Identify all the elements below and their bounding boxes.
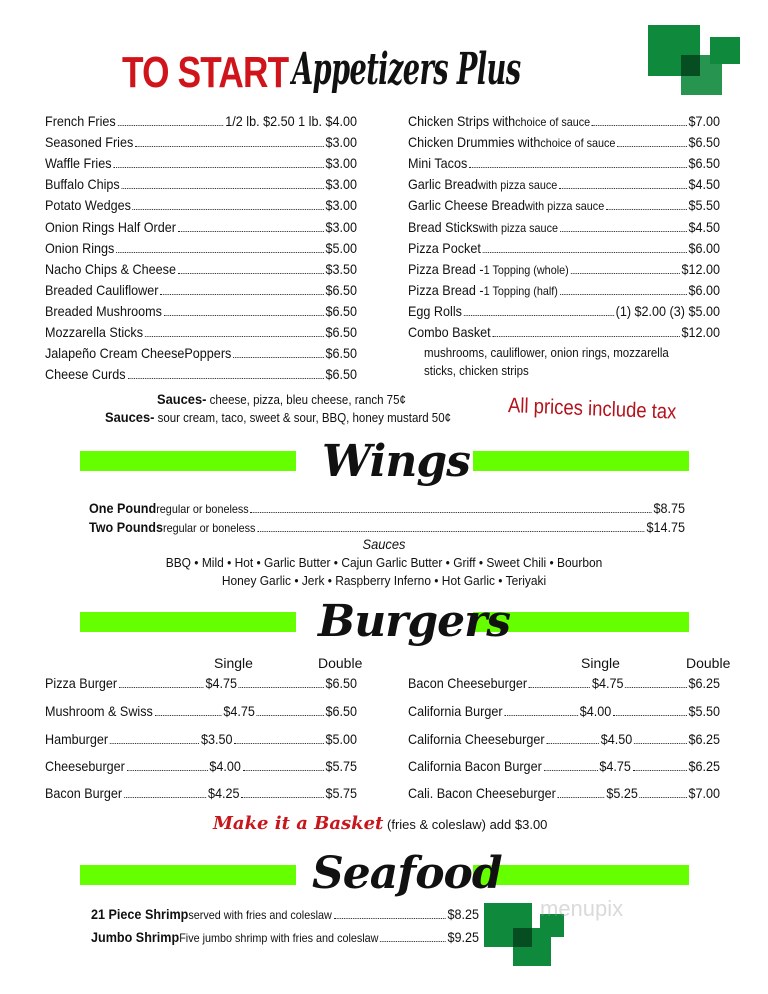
item-price: $4.50 — [688, 176, 720, 193]
dot-leader — [492, 322, 679, 337]
item-name: Pizza Burger — [45, 675, 118, 691]
item-note: choice of sauce — [515, 115, 591, 129]
menu-item — [45, 132, 357, 152]
divider-bar — [473, 451, 689, 471]
dot-leader — [606, 195, 687, 210]
item-name: Waffle Fries — [45, 155, 112, 172]
dot-leader — [135, 132, 324, 147]
dot-leader — [118, 111, 224, 126]
item-name: Egg Rolls — [408, 302, 462, 319]
burger-item — [45, 729, 357, 749]
single-header: Single — [581, 655, 620, 671]
item-name: One Pound — [89, 500, 157, 516]
item-price: $6.50 — [688, 155, 720, 172]
dot-leader — [178, 217, 324, 232]
dot-leader — [243, 756, 324, 771]
combo-note-2: sticks, chicken strips — [424, 364, 529, 378]
dot-leader — [127, 364, 323, 379]
dot-leader — [334, 904, 446, 919]
dot-leader — [122, 174, 324, 189]
menu-item — [408, 132, 720, 152]
burger-item — [408, 729, 720, 749]
menu-item — [408, 174, 720, 194]
item-price: $6.50 — [325, 345, 357, 362]
double-price: $6.50 — [325, 703, 357, 719]
item-name: Cheese Curds — [45, 366, 126, 383]
menu-item — [45, 111, 357, 131]
single-header: Single — [214, 655, 253, 671]
dot-leader — [133, 195, 324, 210]
dot-leader — [160, 280, 323, 295]
double-price: $6.25 — [688, 758, 721, 774]
item-name: Mushroom & Swiss — [45, 703, 153, 719]
item-name: Hamburger — [45, 731, 109, 747]
item-price: $12.00 — [681, 324, 720, 340]
sauces-label: Sauces- — [157, 391, 207, 407]
item-name: Chicken Drummies with — [408, 134, 541, 151]
single-price: $4.75 — [205, 675, 238, 691]
menu-item — [45, 322, 357, 342]
item-price: $3.00 — [325, 197, 357, 214]
dot-leader — [178, 259, 324, 274]
dot-leader — [544, 756, 598, 771]
item-price: $6.50 — [325, 324, 357, 340]
item-price: $6.00 — [688, 239, 720, 256]
combo-note-1: mushrooms, cauliflower, onion rings, mozzarella — [424, 346, 669, 360]
single-price: $4.75 — [223, 703, 255, 719]
wings-sauces-line: BBQ • Mild • Hot • Garlic Butter • Cajun Garlic Butter • Griff • Sweet Chili • Bourbon — [165, 555, 603, 570]
dot-leader — [257, 701, 324, 716]
item-name: Buffalo Chips — [45, 176, 120, 193]
dot-leader — [546, 729, 599, 744]
item-name: Pizza Bread - — [408, 281, 484, 298]
burger-item — [408, 701, 720, 721]
divider-bar — [80, 451, 296, 471]
item-name: Jalapeño Cream CheesePoppers — [45, 345, 232, 362]
dot-leader — [559, 174, 687, 189]
item-name: Onion Rings — [45, 239, 115, 256]
divider-bar — [80, 612, 296, 632]
wings-sauces-line: Honey Garlic • Jerk • Raspberry Inferno • Hot Garlic • Teriyaki — [221, 573, 547, 588]
item-name: Mini Tacos — [408, 155, 468, 172]
appetizers-title: Appetizers Plus — [292, 44, 521, 95]
basket-label: Make it a Basket — [213, 813, 384, 834]
sauces-text: sour cream, taco, sweet & sour, BBQ, honey mustard 50¢ — [154, 411, 452, 425]
burger-item — [45, 783, 357, 803]
divider-bar — [80, 865, 296, 885]
to-start-heading: TO START — [122, 48, 289, 97]
dot-leader — [127, 756, 208, 771]
dot-leader — [234, 729, 323, 744]
item-name: French Fries — [45, 113, 116, 129]
menu-item — [89, 498, 685, 518]
menu-item — [45, 364, 357, 384]
sauces-line-2 — [105, 409, 451, 425]
burger-item — [408, 756, 720, 776]
item-name: Pizza Bread - — [408, 260, 484, 277]
dot-leader — [613, 701, 687, 716]
item-name: Combo Basket — [408, 324, 491, 340]
menu-item — [45, 174, 357, 194]
item-price: $7.00 — [688, 113, 720, 129]
dot-leader — [560, 217, 687, 232]
item-price: 1/2 lb. $2.50 1 lb. $4.00 — [225, 113, 357, 129]
item-note: regular or boneless — [156, 502, 249, 516]
item-name: Jumbo Shrimp — [91, 929, 180, 945]
dot-leader — [571, 259, 680, 274]
item-price: $6.00 — [688, 281, 720, 298]
item-name: Nacho Chips & Cheese — [45, 260, 176, 277]
menu-item — [45, 238, 357, 258]
dot-leader — [145, 322, 324, 337]
menu-item — [408, 111, 720, 131]
burger-item — [45, 701, 357, 721]
single-price: $3.50 — [200, 731, 233, 747]
double-header: Double — [686, 655, 731, 671]
single-price: $4.50 — [600, 731, 633, 747]
menu-item — [45, 195, 357, 215]
menu-item — [408, 153, 720, 173]
dot-leader — [241, 783, 323, 798]
menu-item — [45, 217, 357, 237]
item-note: served with fries and coleslaw — [188, 908, 332, 922]
dot-leader — [250, 498, 651, 513]
dot-leader — [617, 132, 686, 147]
dot-leader — [625, 673, 686, 688]
double-price: $5.75 — [325, 758, 358, 774]
item-price: $5.50 — [688, 197, 720, 214]
item-name: Cali. Bacon Cheeseburger — [408, 785, 556, 801]
item-price: $8.25 — [447, 906, 479, 922]
item-name: Breaded Cauliflower — [45, 281, 159, 298]
dot-leader — [560, 280, 687, 295]
item-price: $4.50 — [688, 218, 720, 235]
wings-sauces-title: Sauces — [362, 536, 406, 552]
single-price: $4.00 — [209, 758, 241, 774]
dot-leader — [380, 927, 445, 942]
item-price: $6.50 — [688, 134, 720, 151]
sauces-line-1 — [157, 391, 406, 407]
item-name: Bacon Burger — [45, 785, 123, 801]
double-price: $7.00 — [688, 785, 720, 801]
item-price: $8.75 — [653, 500, 685, 516]
item-price: $3.00 — [325, 155, 357, 172]
item-note: 1 Topping (whole) — [483, 262, 569, 277]
item-name: Chicken Strips with — [408, 113, 516, 129]
dot-leader — [257, 517, 644, 532]
item-name: Mozzarella Sticks — [45, 324, 144, 340]
item-name: California Burger — [408, 703, 503, 719]
item-note: choice of sauce — [540, 136, 616, 151]
basket-text: (fries & coleslaw) add $3.00 — [383, 817, 548, 832]
dot-leader — [233, 343, 324, 358]
tax-note: All prices include tax — [507, 394, 677, 424]
double-header: Double — [318, 655, 363, 671]
burger-item — [408, 673, 720, 693]
dot-leader — [113, 153, 323, 168]
menu-item — [89, 517, 685, 537]
dot-leader — [464, 301, 614, 316]
burgers-title: Burgers — [318, 596, 511, 647]
menu-item — [45, 280, 357, 300]
double-price: $5.75 — [325, 785, 358, 801]
single-price: $4.75 — [591, 675, 624, 691]
item-price: $6.50 — [325, 302, 357, 319]
dot-leader — [592, 111, 687, 126]
single-price: $4.00 — [579, 703, 612, 719]
menu-item — [408, 217, 720, 237]
item-name: Pizza Pocket — [408, 239, 481, 256]
menu-item — [408, 280, 720, 300]
item-price: $3.00 — [325, 134, 357, 151]
sauces-label: Sauces- — [105, 409, 155, 425]
dot-leader — [239, 673, 324, 688]
item-note: 1 Topping (half) — [483, 283, 558, 298]
dot-leader — [633, 756, 687, 771]
dot-leader — [116, 238, 324, 253]
burger-item — [45, 673, 357, 693]
basket-note — [213, 813, 547, 834]
item-note: regular or boneless — [162, 521, 256, 535]
dot-leader — [640, 783, 687, 798]
dot-leader — [110, 729, 199, 744]
item-price: $6.50 — [325, 366, 357, 383]
dot-leader — [124, 783, 206, 798]
item-note: with pizza sauce — [478, 220, 558, 235]
dot-leader — [164, 301, 324, 316]
menu-item — [408, 322, 720, 342]
double-price: $6.25 — [688, 731, 721, 747]
item-price: $9.25 — [447, 929, 479, 945]
menu-item — [45, 301, 357, 321]
single-price: $4.25 — [207, 785, 240, 801]
menu-item — [408, 301, 720, 321]
double-price: $6.25 — [688, 675, 720, 691]
dot-leader — [504, 701, 578, 716]
item-name: Bread Sticks — [408, 218, 479, 235]
dot-leader — [469, 153, 687, 168]
item-note: with pizza sauce — [478, 178, 558, 193]
menu-item — [408, 259, 720, 279]
item-name: Bacon Cheeseburger — [408, 675, 528, 691]
item-name: California Bacon Burger — [408, 758, 542, 774]
item-price: $3.00 — [325, 176, 357, 193]
sauces-text: cheese, pizza, bleu cheese, ranch 75¢ — [206, 393, 406, 407]
item-price: $3.00 — [325, 218, 357, 235]
dot-leader — [119, 673, 204, 688]
item-name: Garlic Bread — [408, 176, 479, 193]
item-price: $12.00 — [681, 260, 720, 277]
item-name: Onion Rings Half Order — [45, 218, 176, 235]
dot-leader — [155, 701, 222, 716]
menu-item — [408, 195, 720, 215]
wings-title: Wings — [322, 436, 470, 487]
item-price: $5.00 — [325, 239, 357, 256]
watermark-text: menupix — [540, 896, 624, 921]
menu-item — [45, 153, 357, 173]
double-price: $6.50 — [325, 675, 357, 691]
item-price: $3.50 — [325, 260, 357, 277]
item-name: Garlic Cheese Bread — [408, 197, 525, 214]
burger-item — [408, 783, 720, 803]
item-note: with pizza sauce — [524, 199, 605, 214]
menu-item — [45, 343, 357, 363]
item-name: Cheeseburger — [45, 758, 125, 774]
menu-item — [91, 904, 479, 924]
dot-leader — [634, 729, 687, 744]
double-price: $5.50 — [688, 703, 720, 719]
seafood-title: Seafood — [312, 848, 502, 899]
double-price: $5.00 — [325, 731, 357, 747]
dot-leader — [529, 673, 590, 688]
menu-item — [45, 259, 357, 279]
item-name: Seasoned Fries — [45, 134, 134, 151]
dot-leader — [483, 238, 687, 253]
item-price: $6.50 — [325, 281, 357, 298]
divider-bar — [473, 865, 689, 885]
menu-item — [91, 927, 479, 947]
single-price: $4.75 — [599, 758, 631, 774]
item-name: California Cheeseburger — [408, 731, 545, 747]
single-price: $5.25 — [606, 785, 638, 801]
item-name: 21 Piece Shrimp — [91, 906, 189, 922]
burger-item — [45, 756, 357, 776]
item-name: Potato Wedges — [45, 197, 131, 214]
item-price: (1) $2.00 (3) $5.00 — [615, 302, 720, 319]
dot-leader — [558, 783, 605, 798]
item-name: Two Pounds — [89, 519, 163, 535]
menu-item — [408, 238, 720, 258]
item-note: Five jumbo shrimp with fries and coleslaw — [179, 931, 379, 945]
item-price: $14.75 — [646, 519, 685, 535]
item-name: Breaded Mushrooms — [45, 302, 162, 319]
